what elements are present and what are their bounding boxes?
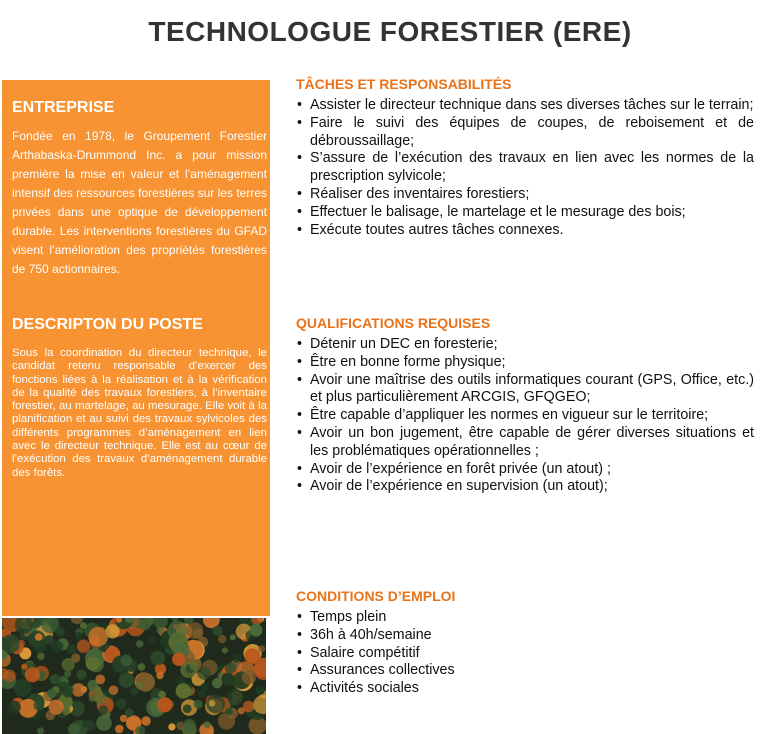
list-item: • Assister le directeur technique dans ses diverses tâches sur le terrain; [296,97,754,115]
taches-list [296,97,754,239]
list-item: • Effectuer le balisage, le martelage et le mesurage des bois; [296,204,754,222]
list-item: • Avoir un bon jugement, être capable de gérer diverses situations et les problématiques opérationnelles ; [296,425,754,461]
list-item: • Faire le suivi des équipes de coupes, de reboisement et de débroussaillage; [296,115,754,151]
list-item: • Avoir de l’expérience en supervision (un atout); [296,478,754,496]
entreprise-heading: ENTREPRISE [12,99,115,116]
list-item: • Détenir un DEC en foresterie; [296,336,754,354]
forest-aerial-photo [2,618,266,734]
list-item: • Être en bonne forme physique; [296,354,754,372]
list-item: • Avoir une maîtrise des outils informatiques courant (GPS, Office, etc.) et plus particulièrement ARCGIS, GFQGEO; [296,372,754,408]
list-item: • Avoir de l’expérience en forêt privée (un atout) ; [296,461,754,479]
list-item: • Activités sociales [296,680,754,698]
conditions-heading: CONDITIONS D’EMPLOI [296,588,456,604]
conditions-list [296,609,754,698]
list-item: • Salaire compétitif [296,645,754,663]
list-item: • Être capable d’appliquer les normes en vigueur sur le territoire; [296,407,754,425]
list-item: • Réaliser des inventaires forestiers; [296,186,754,204]
list-item: • Temps plein [296,609,754,627]
taches-heading: TÂCHES ET RESPONSABILITÉS [296,76,512,92]
list-item: • Assurances collectives [296,662,754,680]
entreprise-text: Fondée en 1978, le Groupement Forestier Arthabaska-Drummond Inc. a pour mission première la mise en valeur et l’aménagement intensif des ressources forestières sur les terres privées dans une optique de développement durable. Les interventions forestières du GFAD visent l’amélioration des propriétés forestières de 750 actionnaires. [12,129,267,276]
description-text: Sous la coordination du directeur technique, le candidat retenu responsable d’exercer des fonctions liées à la réalisation et à la vérification de la qualité des travaux forestiers, à l’inventaire forestier, au martelage, au mesurage. Elle voit à la planification et au suivi des travaux sylvicoles des différents programmes d’aménagement en lien avec le directeur technique. Elle est au cœur de l’exécution des travaux d’aménagement durable des forêts. [12,347,267,479]
list-item: • S’assure de l’exécution des travaux en lien avec les normes de la prescription sylvicole; [296,150,754,186]
qualifications-heading: QUALIFICATIONS REQUISES [296,315,491,331]
description-heading: DESCRIPTON DU POSTE [12,316,203,333]
list-item: • 36h à 40h/semaine [296,627,754,645]
sidebar-panel [2,80,270,616]
page-title: TECHNOLOGUE FORESTIER (ERE) [148,16,632,47]
list-item: • Exécute toutes autres tâches connexes. [296,222,754,240]
qualifications-list [296,336,754,496]
